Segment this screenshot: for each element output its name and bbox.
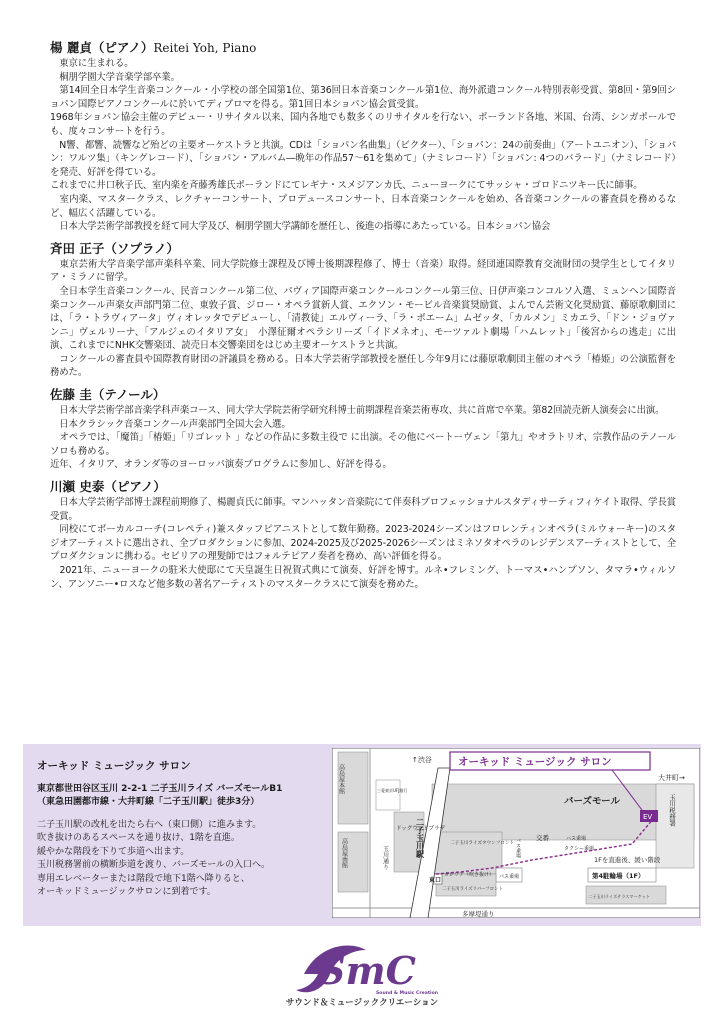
access-step: オーキッドミュージックサロンに到着です。: [37, 887, 216, 898]
access-step: 専用エレベーターまたは階段で地下1階へ降りると、: [37, 873, 250, 884]
map-label-koban: 交番: [536, 834, 549, 842]
bio-paragraph: 日本大学芸術学部教授を経て同大学及び、桐朋学園大学講師を歴任し、後進の指導にあたっている。日本ショパン協会: [50, 221, 551, 233]
bio-name: 楊 麗貞（ピアノ）: [50, 40, 154, 55]
bio-yoh: [50, 40, 676, 234]
bio-paragraph: これまでに井口秋子氏、室内楽を斉藤秀雄氏ポーランドにてレギナ・スメジアンカ氏、ニューヨークにてサッシャ・ゴロドニツキー氏に師事。: [50, 180, 643, 192]
bio-heading: [50, 40, 676, 56]
bio-paragraph: 同校にてボーカルコーチ(コレペティ)兼スタッフピアニストとして数年勤務。2023-2024シーズンはフロレンティンオペラ(ミルウォーキー)のスタジオアーティストに選出され、全プロダクションに参加、2024-2025及び2025-2026シーズンはミネソタオペラのレジデンスアーティストとして、全プロダクションに携わる。セビリアの理髪師ではフォルテピアノ奏者を務め、高い評価を得る。: [50, 524, 676, 563]
map-label-takashimaya-honkan: 高島屋本館: [337, 764, 345, 794]
bio-paragraph: 日本大学芸術学部博士課程前期修了、楊麗貞氏に師事。マンハッタン音楽院にて伴奏科プロフェッショナルスタディサーティフィケイト取得、学長賞受賞。: [50, 497, 676, 522]
map-label-bank: 三菱東京UFJ銀行: [377, 788, 408, 793]
bio-name: 佐藤 圭（テノール）: [50, 387, 166, 403]
bio-paragraph: 桐朋学園大学音楽学部卒業。: [50, 71, 180, 83]
bio-paragraph: N響、都響、読響など殆どの主要オーケストラと共演。CDは「ショパン名曲集」（ビクター）、「ショパン：24の前奏曲」（アートユニオン）、「ショパン：ワルツ集」（キングレコード）、「ショパン・アルバム―晩年の作品57～61を集めて」（ナミレコード）「ショパン: 4つのバラード」（ナミレコード）を発売、好評を得ている。: [50, 139, 676, 178]
bio-paragraph: 1968年ショパン協会主催のデビュー・リサイタル以来、国内各地でも数多くのリサイタルを行ない、ポーランド各地、米国、台湾、シンガポールでも、度々コンサートを行う。: [50, 112, 676, 137]
map-label-terrace-market: 二子玉川ライズテラスマーケット: [588, 894, 651, 899]
access-step: 緩やかな階段を下りて歩道へ出ます。: [37, 846, 190, 857]
map-label-bus-stop: バス乗場: [566, 836, 587, 842]
map-label-galleria: ガレリア（吹き抜け）: [444, 872, 495, 878]
venue-address-note: （東急田園都市線・大井町線「二子玉川駅」徒歩3分）: [37, 797, 260, 807]
map-label-birds-mall: バーズモール: [564, 796, 620, 807]
map-label-town-front: 二子玉川ライズタウンフロント: [450, 841, 515, 846]
bio-paragraph: 東京芸術大学音楽学部声楽科卒業、同大学院修士課程及び博士後期課程修了、博士（音楽）取得。経団連国際教育交流財団の奨学生としてイタリア・ミラノに留学。: [50, 258, 676, 284]
bio-paragraph: 日本クラシック音楽コンクール声楽部門全国大会入選。: [50, 418, 291, 430]
logo-caption: サウンド＆ミュージッククリエーション: [285, 998, 439, 1008]
bio-kawase: [50, 479, 676, 591]
bio-name-en: Reitei Yoh, Piano: [153, 41, 257, 55]
map-label-dogwood: ドッグウッドプラザ: [396, 826, 446, 832]
map-label-taxi: タクシー乗場: [564, 846, 595, 852]
venue-address: 東京都世田谷区玉川 2-2-1 二子玉川ライズ バーズモールB1: [37, 784, 283, 794]
bio-heading: [50, 387, 676, 403]
bio-paragraph: 第14回全日本学生音楽コンクール・小学校の部全国第1位、第36回日本音楽コンクール第1位、海外派遣コンクール特別表彰受賞、第8回・第9回ショパン国際ピアノコンクールに於いてディプロマを得る。第1回日本ショパン協会賞受賞。: [50, 85, 676, 110]
map-label-takashimaya-minamikan: 高島屋南館: [340, 838, 348, 868]
venue-info: [37, 758, 367, 899]
bio-name: 斉田 正子（ソプラノ）: [50, 240, 179, 256]
map-label-tamazutsumi: 多摩堤通り: [462, 910, 495, 918]
map-label-higashiguchi: 東口: [429, 877, 442, 884]
map-label-stairs: 1Fを直進後、緩い階段: [594, 856, 661, 864]
access-map: [332, 748, 700, 918]
access-step: 吹き抜けのあるスペースを通り抜け、1階を直進。: [37, 833, 240, 844]
bio-paragraph: 日本大学芸術学部音楽学科声楽コース、同大学大学院芸術学研究科博士前期課程音楽芸術専攻、共に首席で卒業。第82回読売新人演奏会に出演。: [50, 405, 665, 417]
map-label-tax-office: 玉川税務署: [668, 794, 676, 827]
bio-paragraph: 室内楽、マスタークラス、レクチャーコンサート、プロデュースコンサート、日本音楽コンクールを始め、各音楽コンクールの審査員を務めるなど、幅広く活躍している。: [50, 193, 676, 219]
map-label-bus-stop: バス乗場: [499, 874, 520, 880]
bio-paragraph: 近年、イタリア、オランダ等のヨーロッパ演奏プログラムに参加し、好評を得る。: [50, 459, 392, 471]
biographies: [50, 40, 676, 598]
bio-heading: [50, 241, 676, 257]
bio-sato: [50, 387, 676, 472]
logo-mark: SmC: [318, 948, 416, 993]
access-step: 二子玉川駅の改札を出たら右へ（東口側）に進みます。: [37, 820, 262, 830]
venue-title: オーキッド ミュージック サロン: [37, 760, 191, 772]
bio-paragraph: コンクールの審査員や国際教育財団の評議員を務める。日本大学芸術学部教授を歴任し今年9月には藤原歌劇団主催のオペラ「椿姫」の公演監督を務めた。: [50, 353, 676, 379]
access-step: 玉川税務署前の横断歩道を渡り、バーズモールの入口へ。: [37, 860, 271, 871]
map-label-riverfront: 二子玉川ライズリバーフロント: [442, 887, 503, 892]
map-label-station: 二子玉川駅: [415, 818, 425, 858]
bio-paragraph: 2021年、ニューヨークの駐米大使邸にて天皇誕生日祝賀式典にて演奏、好評を博す。ルネ•フレミング、トーマス•ハンプソン、タマラ•ウィルソン、アンソニー•ロスなど他多数の著名アーティストのマスタークラスにて演奏を務めた。: [50, 565, 676, 590]
map-banner: オーキッド ミュージック サロン: [458, 756, 612, 768]
map-label-parking: 第4駐輪場（1F）: [592, 872, 645, 880]
map-label-tamagawa-dori: 玉川通り: [381, 846, 389, 870]
bio-saita: [50, 241, 676, 380]
bio-paragraph: オペラでは、「魔笛」「椿姫」「リゴレット 」などの作品に多数主役で に出演。その他にベートーヴェン「第九」やオラトリオ、宗教作品のテノールソロも務める。: [50, 432, 676, 457]
map-label-shibuya: ↑渋谷: [412, 756, 432, 764]
bio-paragraph: 東京に生まれる。: [50, 58, 134, 69]
bio-paragraph: 全日本学生音楽コンクール、民音コンクール第二位、パヴィア国際声楽コンクールコンクール第三位、日伊声楽コンコルソ入選、ミュンヘン国際音楽コンクール声楽女声部門第二位、東敦子賞、ジロー・オペラ賞新人賞、エクソン・モービル音楽賞奨励賞、よんでん芸術文化奨励賞、藤原歌劇団には、「ラ・トラヴィアータ」ヴィオレッタでデビューし、「清教徒」エルヴィーラ、「ラ・ボエーム」ムゼッタ、「カルメン」ミカエラ、「ドン・ジョヴァンニ」ヴェルリーナ、「アルジェのイタリア女」 小澤征爾オペラシリーズ「イドメネオ」、モーツァルト劇場「ハムレット」「後宮からの逃走」に出演、これまでにNHK交響楽団、読売日本交響楽団をはじめ主要オーケストラと共演。: [50, 285, 676, 352]
bio-heading: [50, 479, 676, 495]
map-label-ohimachi: 大井町→: [658, 774, 685, 782]
bio-name: 川瀬 史泰（ピアノ）: [50, 479, 166, 495]
map-label-bus-stop: バス乗場: [515, 838, 521, 858]
map-label-ev: EV: [643, 813, 653, 821]
logo-tagline: Sound & Music Creation: [376, 991, 439, 996]
